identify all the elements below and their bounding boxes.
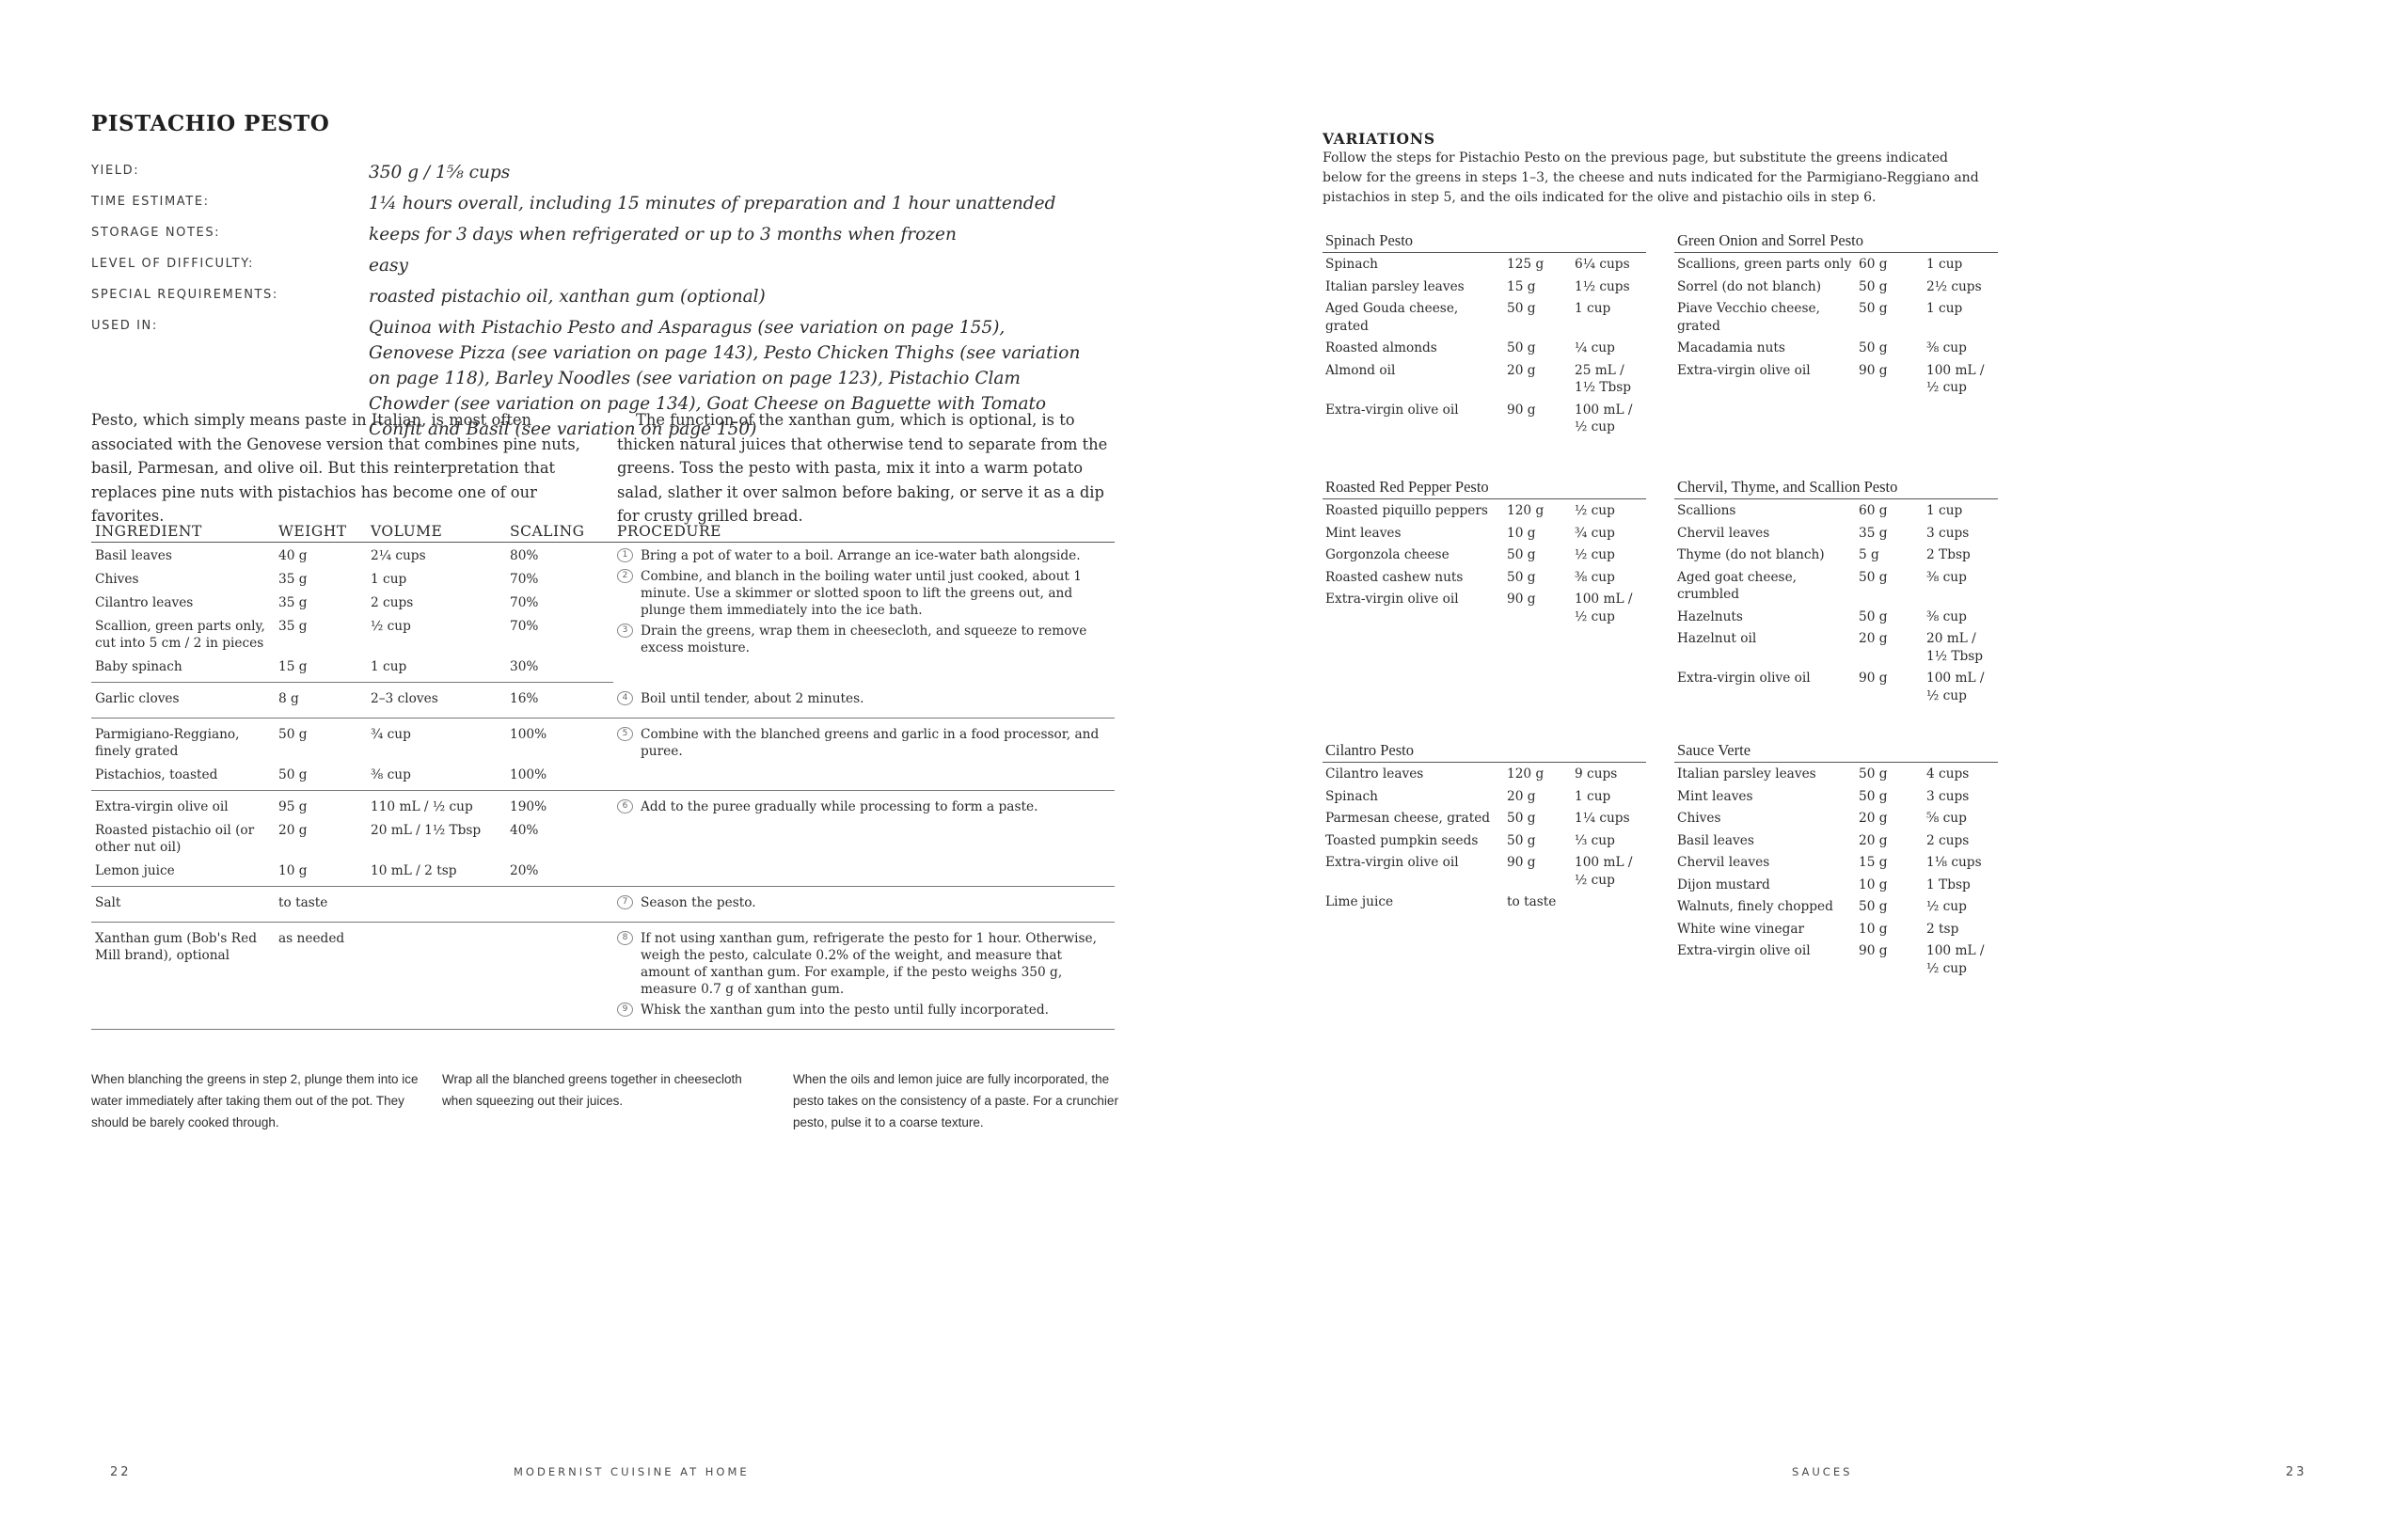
variation-volume: 4 cups — [1926, 766, 1970, 782]
ingredient-volume: 2¼ cups — [371, 548, 426, 563]
variation-roasted-red-pepper-pesto — [1323, 478, 1646, 627]
variation-item: Hazelnut oil — [1677, 631, 1757, 646]
ingredient-weight: 8 g — [275, 683, 367, 719]
variation-volume: 100 mL / ½ cup — [1575, 855, 1633, 888]
variation-item: Dijon mustard — [1677, 876, 1770, 892]
ingredient-name: Extra-virgin olive oil — [95, 798, 229, 814]
variation-item: Aged goat cheese, crumbled — [1677, 569, 1798, 602]
variation-item: Spinach — [1325, 257, 1378, 272]
variation-weight: to taste — [1507, 894, 1557, 909]
variation-title: Spinach Pesto — [1323, 231, 1646, 253]
table-row — [1674, 918, 1998, 940]
ingredient-volume: ⅜ cup — [367, 762, 506, 791]
procedure-step — [617, 930, 1111, 998]
table-row — [1323, 399, 1646, 438]
meta-row-difficulty — [91, 253, 1088, 278]
variation-volume: ⅜ cup — [1926, 340, 1967, 355]
step-number: 4 — [617, 691, 633, 705]
variation-item: Scallions, green parts only — [1677, 257, 1852, 272]
ingredient-name: Garlic cloves — [91, 683, 275, 719]
header-procedure: PROCEDURE — [613, 519, 1115, 543]
variation-title: Cilantro Pesto — [1323, 741, 1646, 763]
meta-value: roasted pistachio oil, xanthan gum (optional) — [369, 287, 766, 307]
variation-weight: 5 g — [1859, 547, 1879, 562]
photo-caption: When the oils and lemon juice are fully incorporated, the pesto takes on the consistency of a paste. For a crunchier pesto, pulse it to a coarse texture. — [793, 1072, 1118, 1129]
variation-volume: 100 mL / ½ cup — [1575, 592, 1633, 624]
variation-weight: 60 g — [1859, 503, 1888, 518]
variation-weight: 120 g — [1507, 503, 1545, 518]
variation-item: Roasted cashew nuts — [1325, 569, 1464, 585]
variation-volume: 3 cups — [1926, 788, 1970, 804]
variation-weight: 90 g — [1507, 402, 1536, 418]
variation-item: Lime juice — [1325, 894, 1394, 909]
variation-volume: 100 mL / ½ cup — [1575, 402, 1633, 434]
variation-weight: 15 g — [1859, 855, 1888, 870]
step-text: Whisk the xanthan gum into the pesto until fully incorporated. — [641, 1002, 1049, 1018]
variation-weight: 50 g — [1507, 301, 1536, 316]
variation-weight: 50 g — [1507, 340, 1536, 355]
step-number: 2 — [617, 569, 633, 583]
variation-table — [1323, 763, 1646, 913]
procedure-cell — [613, 886, 1115, 922]
variation-volume: ⅝ cup — [1926, 811, 1967, 826]
variation-spinach-pesto — [1323, 231, 1646, 438]
variation-cilantro-pesto — [1323, 741, 1646, 913]
variation-weight: 20 g — [1859, 631, 1888, 646]
variation-table — [1674, 253, 1998, 399]
table-row — [1323, 359, 1646, 399]
meta-value: keeps for 3 days when refrigerated or up to 3 months when frozen — [369, 225, 957, 245]
ingredient-weight: as needed — [275, 922, 367, 1029]
step-number: 7 — [617, 895, 633, 909]
table-row — [1323, 763, 1646, 785]
variation-item: Roasted almonds — [1325, 340, 1437, 355]
ingredient-scaling — [506, 922, 613, 1029]
table-row — [1674, 895, 1998, 918]
variation-volume: 1⅛ cups — [1926, 855, 1982, 870]
variation-volume: 2 cups — [1926, 832, 1970, 848]
variation-weight: 20 g — [1859, 811, 1888, 826]
step-text: Bring a pot of water to a boil. Arrange an ice-water bath alongside. — [641, 548, 1081, 563]
meta-row-time — [91, 191, 1088, 216]
variation-item: Extra-virgin olive oil — [1677, 362, 1811, 378]
variation-weight: 10 g — [1507, 525, 1536, 541]
meta-row-storage — [91, 222, 1088, 247]
variation-volume: ⅜ cup — [1926, 608, 1967, 624]
ingredient-name: Xanthan gum (Bob's Red Mill brand), optional — [91, 922, 275, 1029]
variation-volume: 100 mL / ½ cup — [1926, 362, 1985, 395]
table-row — [1674, 851, 1998, 874]
ingredient-weight: 35 g — [278, 595, 308, 610]
variation-volume: 1 cup — [1926, 503, 1963, 518]
step-text: Add to the puree gradually while processing to form a paste. — [641, 798, 1038, 814]
table-row — [1674, 253, 1998, 276]
variation-weight: 90 g — [1507, 592, 1536, 607]
procedure-step — [617, 547, 1111, 564]
ingredient-weight: 35 g — [278, 619, 308, 634]
table-row — [1674, 522, 1998, 545]
ingredient-scaling: 16% — [506, 683, 613, 719]
ingredient-weight: 20 g — [278, 822, 308, 838]
ingredient-weight: to taste — [275, 886, 367, 922]
variation-item: Chives — [1677, 811, 1721, 826]
step-number: 3 — [617, 624, 633, 638]
step-text: Combine, and blanch in the boiling water until just cooked, about 1 minute. Use a skimmer or slotted spoon to lift the greens out, and plunge them immediately into the ice bath. — [641, 569, 1082, 618]
ingredient-weight: 15 g — [275, 654, 367, 683]
recipe-table — [91, 519, 1115, 1030]
variation-volume: 1 cup — [1926, 257, 1963, 272]
table-row — [1323, 499, 1646, 522]
step-text: If not using xanthan gum, refrigerate the pesto for 1 hour. Otherwise, weigh the pesto, calculate 0.2% of the weight, and measure that amount of xanthan gum. For example, if the pesto weighs 350 g, measure 0.7 g of xanthan gum. — [641, 930, 1097, 997]
variation-item: Extra-virgin olive oil — [1325, 402, 1459, 418]
variation-item: Walnuts, finely chopped — [1677, 899, 1833, 914]
table-row — [1674, 807, 1998, 829]
variation-volume: ⅓ cup — [1575, 832, 1615, 848]
table-row — [1674, 874, 1998, 896]
variation-item: Italian parsley leaves — [1325, 278, 1465, 294]
page-number: 23 — [2286, 1465, 2307, 1479]
variation-title: Roasted Red Pepper Pesto — [1323, 478, 1646, 499]
table-row — [1674, 276, 1998, 298]
photo-caption: Wrap all the blanched greens together in cheesecloth when squeezing out their juices. — [442, 1072, 742, 1108]
ingredient-scaling: 100% — [506, 762, 613, 791]
meta-label: TIME ESTIMATE: — [91, 195, 210, 209]
variation-item: Almond oil — [1325, 362, 1396, 378]
variation-volume: 20 mL / 1½ Tbsp — [1926, 631, 1984, 664]
variation-volume: 9 cups — [1575, 766, 1618, 782]
procedure-cell — [613, 543, 1115, 683]
table-row — [91, 886, 1115, 922]
table-row — [1323, 276, 1646, 298]
step-number: 6 — [617, 799, 633, 813]
table-row — [1674, 606, 1998, 628]
table-row — [1674, 627, 1998, 667]
variation-item: Cilantro leaves — [1325, 766, 1424, 782]
meta-label: YIELD: — [91, 164, 140, 178]
ingredient-name: Lemon juice — [91, 858, 275, 887]
variation-volume: ½ cup — [1575, 547, 1615, 562]
header-volume: VOLUME — [367, 519, 506, 543]
variation-table — [1674, 763, 1998, 979]
table-row — [1674, 359, 1998, 399]
variation-weight: 50 g — [1507, 569, 1536, 585]
header-scaling: SCALING — [506, 519, 613, 543]
variation-volume: ¼ cup — [1575, 340, 1615, 355]
variation-volume: 2 Tbsp — [1926, 547, 1971, 562]
ingredient-volume: 10 mL / 2 tsp — [367, 858, 506, 887]
variation-item: Thyme (do not blanch) — [1677, 547, 1825, 562]
variation-volume — [1572, 891, 1646, 913]
meta-value: 350 g / 1⅝ cups — [369, 163, 511, 182]
table-row — [1674, 544, 1998, 566]
variation-volume: 2½ cups — [1926, 278, 1982, 294]
ingredient-volume: 20 mL / 1½ Tbsp — [371, 822, 482, 838]
ingredient-name: Cilantro leaves — [95, 595, 194, 610]
table-row — [1323, 544, 1646, 566]
table-row — [1323, 829, 1646, 852]
procedure-step — [617, 798, 1111, 815]
ingredient-name: Salt — [91, 886, 275, 922]
ingredient-volume: 1 cup — [371, 572, 407, 587]
table-header-row — [91, 519, 1115, 543]
step-number: 1 — [617, 548, 633, 562]
procedure-cell — [613, 922, 1115, 1029]
ingredient-volume: 2–3 cloves — [367, 683, 506, 719]
variation-weight: 50 g — [1507, 811, 1536, 826]
meta-row-yield — [91, 160, 1088, 185]
table-row — [1323, 785, 1646, 808]
variation-weight: 90 g — [1507, 855, 1536, 870]
page-number: 22 — [110, 1465, 132, 1479]
ingredient-volume — [367, 886, 506, 922]
variation-weight: 90 g — [1859, 943, 1888, 958]
variation-weight: 20 g — [1507, 788, 1536, 804]
ingredient-name: Baby spinach — [91, 654, 275, 683]
variation-weight: 50 g — [1859, 278, 1888, 294]
variation-volume: ¾ cup — [1575, 525, 1615, 541]
ingredient-scaling: 30% — [506, 654, 613, 683]
procedure-step — [617, 1002, 1111, 1019]
variation-weight: 90 g — [1859, 362, 1888, 378]
table-row — [1674, 940, 1998, 979]
header-weight: WEIGHT — [275, 519, 367, 543]
meta-row-requirements — [91, 284, 1088, 309]
table-row — [1323, 337, 1646, 359]
variation-weight: 10 g — [1859, 876, 1888, 892]
ingredient-scaling — [506, 886, 613, 922]
variation-item: Basil leaves — [1677, 832, 1754, 848]
variation-item: Hazelnuts — [1677, 608, 1743, 624]
variations-intro: Follow the steps for Pistachio Pesto on the previous page, but substitute the greens indicated below for the greens in steps 1–3, the cheese and nuts indicated for the Parmigiano-Reggiano and pistachios in step 5, and the oils indicated for the olive and pistachio oils in step 6. — [1323, 150, 1979, 205]
variation-sauce-verte — [1674, 741, 1998, 979]
table-row — [1323, 297, 1646, 337]
variation-title: Green Onion and Sorrel Pesto — [1674, 231, 1998, 253]
variation-volume: 6¼ cups — [1575, 257, 1630, 272]
step-text: Combine with the blanched greens and garlic in a food processor, and puree. — [641, 726, 1100, 759]
variation-volume: 3 cups — [1926, 525, 1970, 541]
variation-volume: ⅜ cup — [1575, 569, 1615, 585]
variation-volume: 1¼ cups — [1575, 811, 1630, 826]
variation-volume: ½ cup — [1575, 503, 1615, 518]
variation-item: Toasted pumpkin seeds — [1325, 832, 1479, 848]
step-text: Season the pesto. — [641, 894, 756, 910]
variations-heading: VARIATIONS — [1323, 130, 1435, 148]
ingredient-scaling: 70% — [510, 595, 539, 610]
variation-item: Gorgonzola cheese — [1325, 547, 1450, 562]
variation-weight: 50 g — [1859, 766, 1888, 782]
table-row — [91, 790, 1115, 817]
variation-volume: 100 mL / ½ cup — [1926, 943, 1985, 976]
variation-table — [1674, 499, 1998, 706]
ingredient-volume: ½ cup — [371, 619, 411, 634]
ingredient-name: Roasted pistachio oil (or other nut oil) — [95, 822, 255, 855]
table-row — [91, 718, 1115, 762]
right-page — [1204, 0, 2408, 1516]
table-row — [1674, 566, 1998, 606]
procedure-step — [617, 690, 1111, 707]
variation-weight: 50 g — [1507, 832, 1536, 848]
variation-chervil-thyme-scallion-pesto — [1674, 478, 1998, 706]
variation-volume: 1 Tbsp — [1926, 876, 1971, 892]
meta-value: easy — [369, 256, 408, 276]
intro-paragraph: Pesto, which simply means paste in Italian, is most often associated with the Genovese version that combines pine nuts, basil, Parmesan, and olive oil. But this reinterpretation that replaces pine nuts with pistachios has become one of our favorites. — [91, 411, 580, 525]
variation-volume: 1 cup — [1926, 301, 1963, 316]
meta-label: LEVEL OF DIFFICULTY: — [91, 257, 254, 271]
ingredient-weight: 35 g — [278, 572, 308, 587]
ingredient-name: Parmigiano-Reggiano, finely grated — [95, 726, 240, 759]
ingredient-scaling: 100% — [510, 726, 547, 742]
ingredient-weight: 95 g — [278, 798, 308, 814]
header-ingredient: INGREDIENT — [91, 519, 275, 543]
variation-table — [1323, 499, 1646, 627]
step-text: Drain the greens, wrap them in cheesecloth, and squeeze to remove excess moisture. — [641, 624, 1087, 655]
ingredient-volume — [367, 922, 506, 1029]
table-row — [1674, 829, 1998, 852]
procedure-step — [617, 726, 1111, 760]
procedure-cell — [613, 718, 1115, 790]
variation-item: Chervil leaves — [1677, 855, 1770, 870]
variation-volume: ⅜ cup — [1926, 569, 1967, 585]
procedure-step — [617, 894, 1111, 911]
table-row — [1323, 851, 1646, 891]
variation-weight: 20 g — [1507, 362, 1536, 378]
procedure-cell — [613, 790, 1115, 886]
step-text: Boil until tender, about 2 minutes. — [641, 690, 864, 706]
table-row — [1674, 297, 1998, 337]
table-row — [91, 683, 1115, 719]
meta-value: Quinoa with Pistachio Pesto and Asparagus (see variation on page 155), Genovese Pizza (see variation on page 143), Pesto Chicken Thighs (see variation on page 118), Barley Noodles (see variation on page 123), Pistachio Clam Chowder (see variation on page 134), Goat Cheese on Baguette with Tomato Confit and Basil (see variation on page 150) — [369, 318, 1081, 439]
table-row — [1323, 891, 1646, 913]
variation-weight: 50 g — [1859, 608, 1888, 624]
ingredient-scaling: 80% — [510, 548, 539, 563]
variation-item: Chervil leaves — [1677, 525, 1770, 541]
variation-table — [1323, 253, 1646, 438]
variation-item: Italian parsley leaves — [1677, 766, 1816, 782]
variation-item: Parmesan cheese, grated — [1325, 811, 1491, 826]
variation-volume: 1 cup — [1575, 788, 1611, 804]
variation-item: Macadamia nuts — [1677, 340, 1785, 355]
variation-weight: 20 g — [1859, 832, 1888, 848]
ingredient-scaling: 20% — [506, 858, 613, 887]
ingredient-scaling: 70% — [510, 572, 539, 587]
table-row — [91, 543, 1115, 567]
table-row — [1323, 807, 1646, 829]
variation-volume: 25 mL / 1½ Tbsp — [1575, 362, 1632, 395]
variation-volume: ½ cup — [1926, 899, 1967, 914]
meta-label: SPECIAL REQUIREMENTS: — [91, 288, 278, 302]
ingredient-name: Scallion, green parts only, cut into 5 cm / 2 in pieces — [95, 619, 265, 651]
table-row — [1323, 253, 1646, 276]
variation-item: Extra-virgin olive oil — [1677, 671, 1811, 686]
variation-weight: 50 g — [1859, 340, 1888, 355]
variation-item: Extra-virgin olive oil — [1325, 855, 1459, 870]
procedure-step — [617, 568, 1111, 619]
variation-title: Sauce Verte — [1674, 741, 1998, 763]
variation-volume: 100 mL / ½ cup — [1926, 671, 1985, 703]
intro-paragraph: The function of the xanthan gum, which is optional, is to thicken natural juices that otherwise tend to separate from the greens. Toss the pesto with pasta, mix it into a warm potato salad, slather it over salmon before baking, or serve it as a dip for crusty grilled bread. — [617, 411, 1108, 525]
running-title: SAUCES — [1792, 1465, 1853, 1478]
ingredient-volume: ¾ cup — [371, 726, 411, 742]
ingredient-volume: 1 cup — [367, 654, 506, 683]
meta-value: 1¼ hours overall, including 15 minutes of preparation and 1 hour unattended — [369, 194, 1056, 213]
variation-weight: 50 g — [1859, 788, 1888, 804]
variation-item: Mint leaves — [1677, 788, 1753, 804]
ingredient-volume: 110 mL / ½ cup — [371, 798, 473, 814]
step-number: 9 — [617, 1003, 633, 1017]
meta-label: USED IN: — [91, 319, 158, 333]
variation-weight: 35 g — [1859, 525, 1888, 541]
variation-volume: 2 tsp — [1926, 921, 1959, 937]
table-row — [1323, 588, 1646, 627]
variation-weight: 50 g — [1859, 301, 1888, 316]
step-number: 5 — [617, 727, 633, 741]
ingredient-weight: 40 g — [278, 548, 308, 563]
ingredient-weight: 10 g — [275, 858, 367, 887]
recipe-meta — [91, 160, 1088, 448]
table-row — [1674, 499, 1998, 522]
variation-item: Mint leaves — [1325, 525, 1402, 541]
procedure-step — [617, 623, 1111, 656]
variation-weight: 50 g — [1859, 569, 1888, 585]
variation-item: Extra-virgin olive oil — [1325, 592, 1459, 607]
variation-weight: 50 g — [1859, 899, 1888, 914]
variation-item: White wine vinegar — [1677, 921, 1805, 937]
variation-weight: 90 g — [1859, 671, 1888, 686]
step-number: 8 — [617, 931, 633, 945]
variation-item: Aged Gouda cheese, grated — [1325, 301, 1459, 334]
variation-weight: 120 g — [1507, 766, 1545, 782]
ingredient-name: Chives — [95, 572, 139, 587]
ingredient-weight: 50 g — [278, 726, 308, 742]
photo-caption: When blanching the greens in step 2, plunge them into ice water immediately after taking them out of the pot. They should be barely cooked through. — [91, 1072, 419, 1129]
variation-weight: 60 g — [1859, 257, 1888, 272]
variation-title: Chervil, Thyme, and Scallion Pesto — [1674, 478, 1998, 499]
table-row — [1674, 337, 1998, 359]
variation-weight: 10 g — [1859, 921, 1888, 937]
variation-item: Sorrel (do not blanch) — [1677, 278, 1822, 294]
ingredient-scaling: 70% — [510, 619, 539, 634]
variation-item: Extra-virgin olive oil — [1677, 943, 1811, 958]
ingredient-scaling: 40% — [510, 822, 539, 838]
meta-label: STORAGE NOTES: — [91, 226, 221, 240]
table-row — [1674, 763, 1998, 785]
variation-volume: 1 cup — [1575, 301, 1611, 316]
variation-weight: 50 g — [1507, 547, 1536, 562]
table-row — [1674, 785, 1998, 808]
variation-item: Piave Vecchio cheese, grated — [1677, 301, 1820, 334]
procedure-cell — [613, 683, 1115, 719]
ingredient-name: Basil leaves — [95, 548, 172, 563]
variation-item: Scallions — [1677, 503, 1736, 518]
table-row — [1323, 566, 1646, 589]
table-row — [1323, 522, 1646, 545]
table-row — [1674, 667, 1998, 706]
running-title: MODERNIST CUISINE AT HOME — [514, 1465, 750, 1478]
variation-item: Spinach — [1325, 788, 1378, 804]
variation-green-onion-sorrel-pesto — [1674, 231, 1998, 399]
ingredient-volume: 2 cups — [371, 595, 414, 610]
variation-weight: 125 g — [1507, 257, 1545, 272]
variation-weight: 15 g — [1507, 278, 1536, 294]
recipe-title: PISTACHIO PESTO — [91, 111, 330, 136]
table-row — [91, 922, 1115, 1029]
variation-volume: 1½ cups — [1575, 278, 1630, 294]
variation-item: Roasted piquillo peppers — [1325, 503, 1488, 518]
ingredient-name: Pistachios, toasted — [91, 762, 275, 791]
ingredient-scaling: 190% — [510, 798, 547, 814]
ingredient-weight: 50 g — [275, 762, 367, 791]
